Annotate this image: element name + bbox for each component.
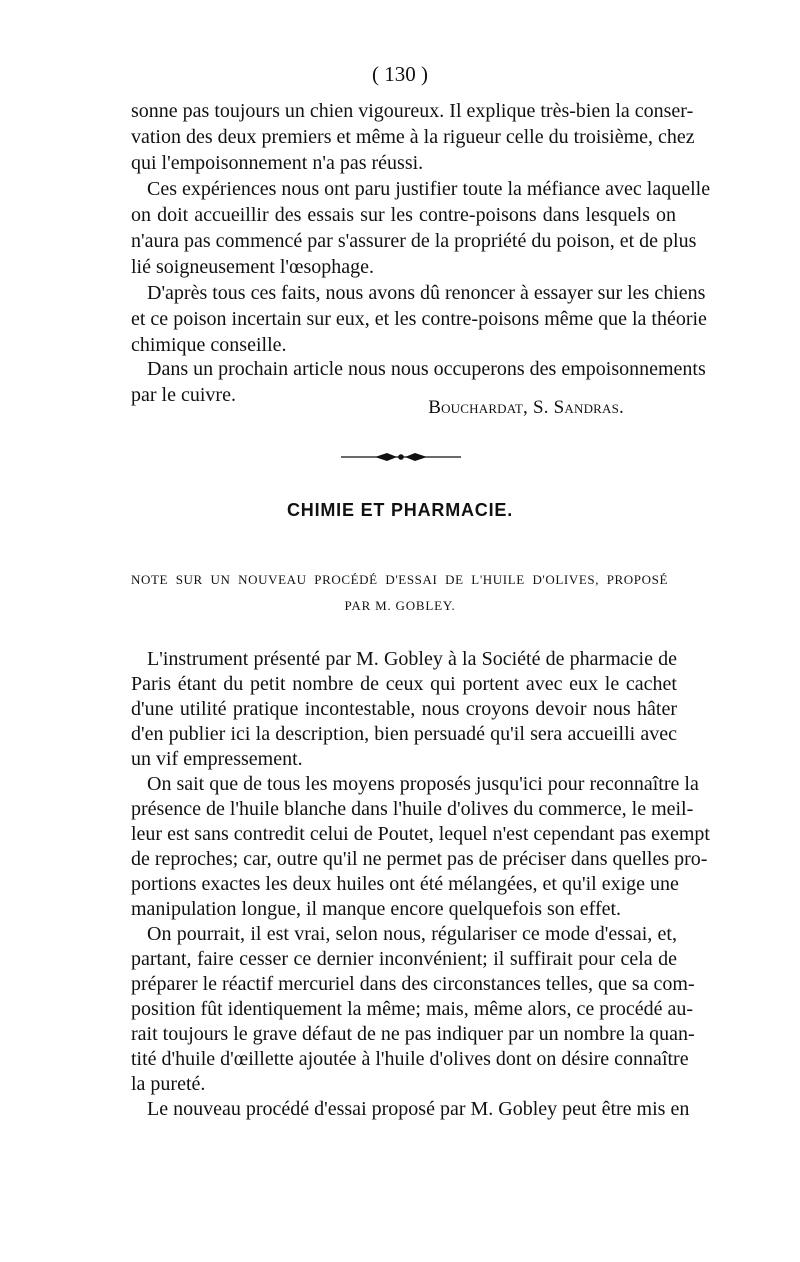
text-line: On pourrait, il est vrai, selon nous, régulariser ce mode d'essai, et, (147, 923, 677, 945)
text-line: Ces expériences nous ont paru justifier toute la méfiance avec laquelle (147, 178, 711, 200)
text-line: vation des deux premiers et même à la rigueur celle du troisième, chez (131, 126, 695, 148)
text-line: Paris étant du petit nombre de ceux qui portent avec eux le cachet (131, 673, 677, 695)
page-number: ( 130 ) (372, 62, 428, 86)
text-line: et ce poison incertain sur eux, et les contre-poisons même que la théorie (131, 308, 707, 330)
text-line: on doit accueillir des essais sur les contre-poisons dans lesquels on (131, 204, 676, 226)
note-title-line-2: PAR M. GOBLEY. (344, 598, 456, 613)
text-line: L'instrument présenté par M. Gobley à la Société de pharmacie de (147, 648, 677, 670)
note-title-line-1: NOTE SUR UN NOUVEAU PROCÉDÉ D'ESSAI DE L'HUILE D'OLIVES, PROPOSÉ (131, 572, 668, 587)
text-line: Dans un prochain article nous nous occuperons des empoisonnements (147, 358, 706, 380)
text-line: sonne pas toujours un chien vigoureux. Il explique très-bien la conser- (131, 100, 694, 122)
text-line: chimique conseille. (131, 334, 287, 356)
text-line: D'après tous ces faits, nous avons dû renoncer à essayer sur les chiens (147, 282, 706, 304)
text-line: qui l'empoisonnement n'a pas réussi. (131, 152, 424, 174)
text-line: rait toujours le grave défaut de ne pas indiquer par un nombre la quan- (131, 1023, 695, 1045)
text-line: n'aura pas commencé par s'assurer de la propriété du poison, et de plus (131, 230, 697, 252)
text-line: Le nouveau procédé d'essai proposé par M. Gobley peut être mis en (147, 1098, 690, 1120)
section-title: CHIMIE ET PHARMACIE. (286, 500, 513, 520)
text-line: On sait que de tous les moyens proposés jusqu'ici pour reconnaître la (147, 773, 699, 795)
text-line: position fût identiquement la même; mais, même alors, ce procédé au- (131, 998, 694, 1020)
text-line: leur est sans contredit celui de Poutet, lequel n'est cependant pas exempt (131, 823, 710, 845)
text-line: préparer le réactif mercuriel dans des circonstances telles, que sa com- (131, 973, 695, 995)
text-line: tité d'huile d'œillette ajoutée à l'huile d'olives dont on désire connaître (131, 1048, 689, 1070)
text-line: de reproches; car, outre qu'il ne permet pas de préciser dans quelles pro- (131, 848, 708, 870)
author-signature: Bouchardat, S. Sandras. (428, 397, 624, 418)
section-ornament-icon (340, 451, 462, 463)
text-line: présence de l'huile blanche dans l'huile d'olives du commerce, le meil- (131, 798, 694, 820)
text-line: d'en publier ici la description, bien persuadé qu'il sera accueilli avec (131, 723, 677, 745)
text-line: partant, faire cesser ce dernier inconvénient; il suffirait pour cela de (131, 948, 677, 970)
text-line: par le cuivre. (131, 384, 236, 406)
text-line: lié soigneusement l'œsophage. (131, 256, 374, 278)
text-line: d'une utilité pratique incontestable, nous croyons devoir nous hâter (131, 698, 677, 720)
text-line: la pureté. (131, 1073, 206, 1095)
text-line: un vif empressement. (131, 748, 303, 770)
text-line: portions exactes les deux huiles ont été mélangées, et qu'il exige une (131, 873, 679, 895)
text-line: manipulation longue, il manque encore quelquefois son effet. (131, 898, 622, 920)
